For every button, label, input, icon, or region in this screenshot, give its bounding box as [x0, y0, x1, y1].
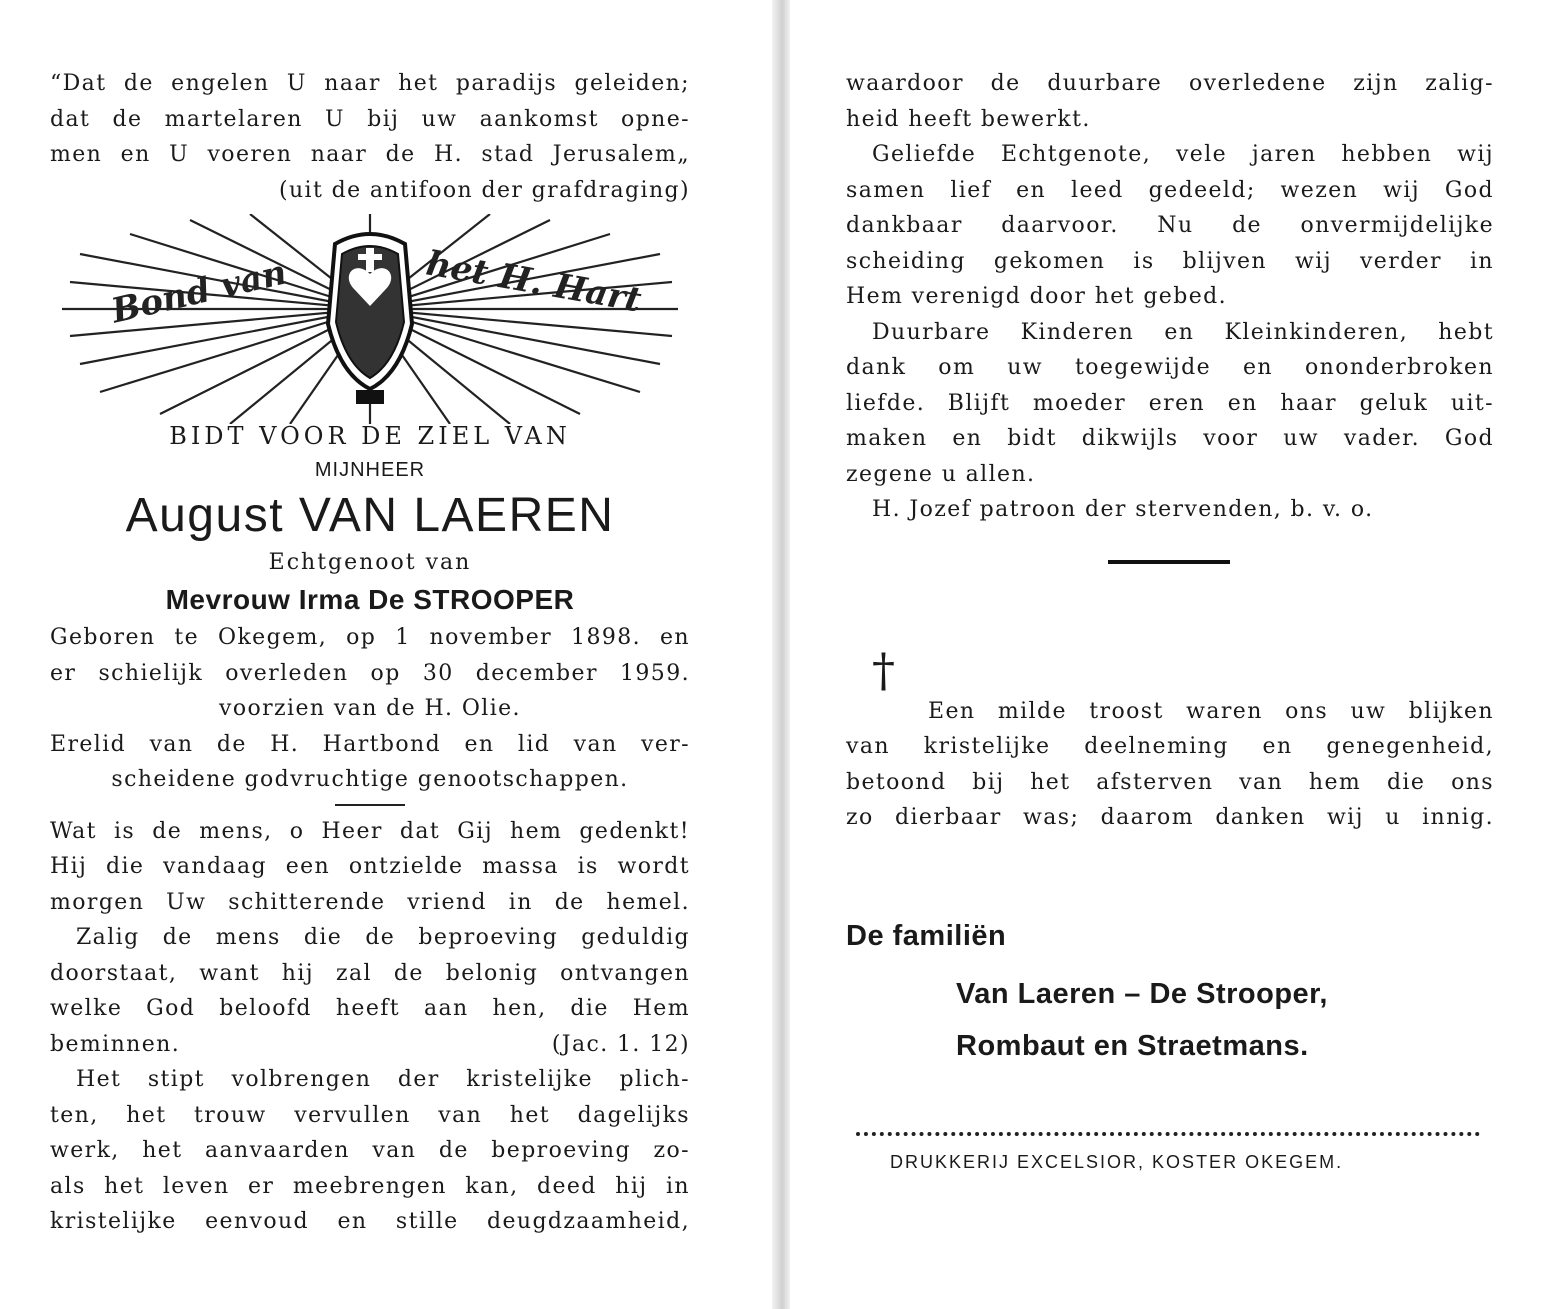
text-line: Een milde troost waren ons uw blijken — [928, 698, 1494, 724]
text-line: waardoor de duurbare overledene zijn zalig- — [846, 71, 1494, 96]
text-line: heid heeft bewerkt. — [846, 106, 1091, 132]
invocation: H. Jozef patroon der stervenden, b. v. o. — [872, 497, 1374, 522]
dotted-divider — [856, 1132, 1480, 1136]
text-line: dankbaar daarvoor. Nu de onvermijdelijke — [846, 213, 1494, 238]
spouse-label: Echtgenoot van — [268, 550, 472, 575]
deceased-name: August VAN LAEREN — [125, 489, 615, 542]
quote-line: men en U voeren naar de H. stad Jerusalem„ — [50, 142, 690, 167]
separator — [1108, 560, 1230, 564]
printer-credit: DRUKKERIJ EXCELSIOR, KOSTER OKEGEM. — [890, 1151, 1344, 1172]
families-list — [846, 968, 1494, 1072]
family-name: Van Laeren – De Strooper, — [956, 977, 1328, 1010]
sacred-heart-emblem — [50, 214, 690, 424]
families-title: De familiën — [846, 919, 1007, 952]
wife-paragraph — [846, 137, 1494, 315]
continuation-text — [846, 66, 1494, 137]
text-line: Zalig de mens die de beproeving geduldig — [76, 925, 690, 950]
bio-line: er schielijk overleden op 30 december 1959. — [50, 660, 690, 686]
duty-text — [50, 1062, 690, 1240]
text-line: dank om uw toegewijde en ononderbroken — [846, 355, 1494, 380]
reflection-text — [50, 814, 690, 1063]
text-line: Hem verenigd door het gebed. — [846, 284, 1227, 309]
text-line: werk, het aanvaarden van de beproeving zo- — [50, 1138, 690, 1163]
bio-line: scheidene godvruchtige genootschappen. — [111, 767, 629, 792]
children-paragraph — [846, 315, 1494, 493]
left-column — [50, 66, 690, 1240]
family-name: Rombaut en Straetmans. — [956, 1029, 1309, 1062]
text-line: zegene u allen. — [846, 461, 1036, 487]
emblem-band-left: Bond van — [107, 252, 291, 332]
text-line: zo dierbaar was; daarom danken wij u innig. — [846, 805, 1494, 830]
left-page — [0, 0, 772, 1309]
text-line: scheiding gekomen is blijven wij verder in — [846, 248, 1494, 274]
card-fold — [772, 0, 790, 1309]
separator — [335, 804, 405, 806]
pray-heading: BIDT VOOR DE ZIEL VAN — [169, 422, 571, 450]
text-line: betoond bij het afsterven van hem die ons — [846, 769, 1494, 795]
quote-line: “Dat de engelen U naar het paradijs geleiden; — [50, 71, 690, 96]
text-line: Wat is de mens, o Heer dat Gij hem gedenkt! — [50, 818, 690, 844]
text-line: maken en bidt dikwijls voor uw vader. God — [846, 426, 1494, 451]
text-line: als het leven er meebrengen kan, deed hij in — [50, 1173, 690, 1199]
text-line: ten, het trouw vervullen van het dagelijks — [50, 1102, 690, 1128]
text-line: Het stipt volbrengen der kristelijke plich- — [76, 1067, 690, 1092]
emblem-band-right: het H. Hart — [423, 243, 645, 321]
scripture-ref: (Jac. 1. 12) — [551, 1031, 690, 1057]
honorific: MIJNHEER — [314, 459, 426, 481]
scripture-line — [50, 1027, 690, 1063]
text-line: liefde. Blijft moeder eren en haar geluk uit- — [846, 390, 1494, 416]
quote-source: (uit de antifoon der grafdraging) — [278, 177, 690, 203]
spouse-name: Mevrouw Irma De STROOPER — [165, 584, 575, 615]
right-column — [846, 66, 1494, 1173]
right-page — [790, 0, 1561, 1309]
text-line: van kristelijke deelneming en genegenheid, — [846, 734, 1494, 759]
text-line: morgen Uw schitterende vriend in de hemel. — [50, 889, 690, 915]
text-line: kristelijke eenvoud en stille deugdzaamheid, — [50, 1209, 690, 1234]
thanks-paragraph — [846, 694, 1494, 836]
text-line: Geliefde Echtgenote, vele jaren hebben wij — [872, 142, 1494, 167]
scripture-word: beminnen. — [50, 1031, 181, 1057]
bio-line: voorzien van de H. Olie. — [219, 696, 521, 721]
bio-line: Geboren te Okegem, op 1 november 1898. en — [50, 625, 690, 650]
text-line: welke God beloofd heeft aan hen, die Hem — [50, 996, 690, 1021]
text-line: samen lief en leed gedeeld; wezen wij God — [846, 177, 1494, 203]
bio-line: Erelid van de H. Hartbond en lid van ver- — [50, 731, 690, 757]
quote-line: dat de martelaren U bij uw aankomst opne- — [50, 106, 690, 132]
text-line: Hij die vandaag een ontzielde massa is wordt — [50, 854, 690, 879]
text-line: doorstaat, want hij zal de belonig ontvangen — [50, 960, 690, 986]
text-line: Duurbare Kinderen en Kleinkinderen, hebt — [872, 319, 1494, 345]
cross-icon: † — [872, 642, 895, 697]
quote-block — [50, 66, 690, 208]
biography — [50, 620, 690, 798]
